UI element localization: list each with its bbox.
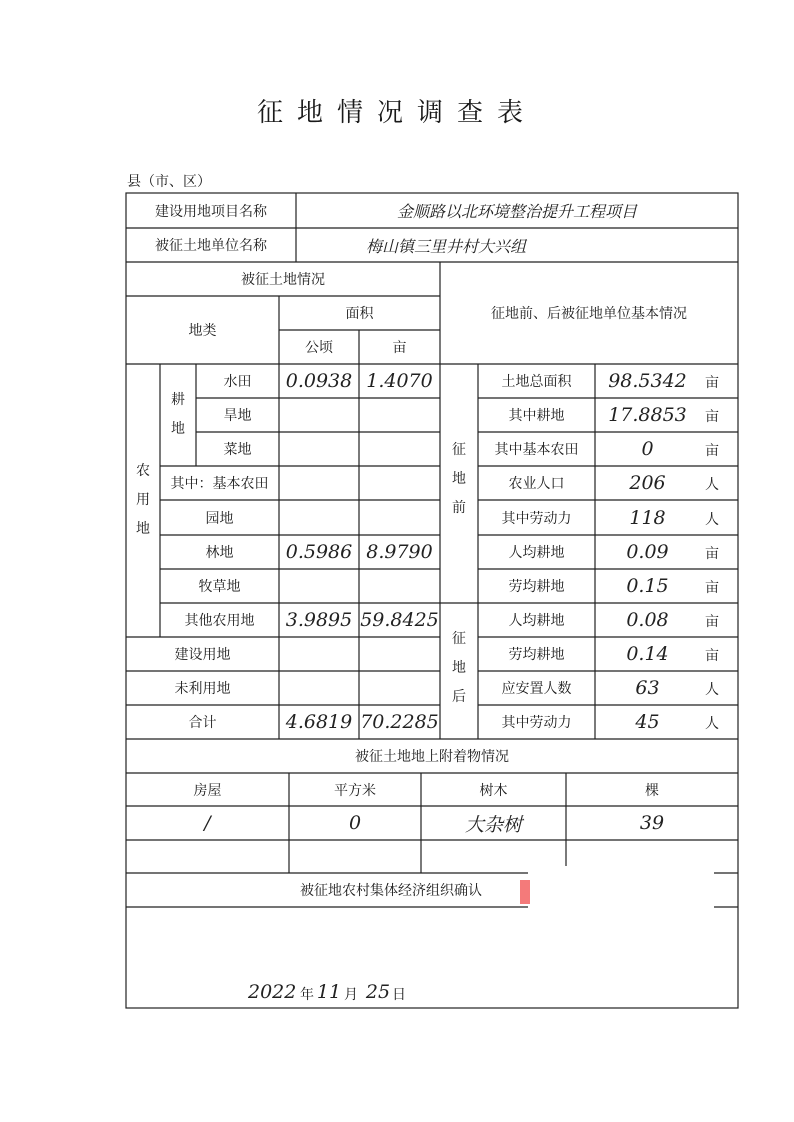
unit-basic-farmland: 亩: [705, 443, 719, 459]
label-total-area: 土地总面积: [501, 374, 572, 390]
label-basic-farmland: 其中基本农田: [494, 442, 579, 458]
col-tree: 树木: [479, 782, 508, 799]
expropriated-land-heading: 被征土地情况: [241, 272, 325, 288]
total-hectare: 4.6819: [285, 711, 353, 733]
col-house: 房屋: [193, 782, 222, 799]
date-day: 25: [365, 981, 391, 1003]
row-label-unused: 未利用地: [174, 681, 231, 697]
row-label-basic-farmland: 其中：基本农田: [170, 476, 269, 492]
value-total-area: 98.5342: [608, 370, 687, 392]
area-header: 面积: [345, 306, 374, 322]
sqm-value: 0: [348, 812, 362, 834]
row-label-paddy: 水田: [223, 374, 252, 390]
col-count: 棵: [645, 782, 659, 799]
confirmation-heading: 被征地农村集体经济组织确认: [300, 883, 482, 899]
unit-cultivated: 亩: [705, 409, 719, 425]
label-resettle: 应安置人数: [501, 681, 572, 697]
label-per-capita-after: 人均耕地: [508, 613, 565, 629]
label-labor-before: 其中劳动力: [501, 510, 572, 527]
other-agri-hectare: 3.9895: [285, 609, 353, 631]
forest-hectare: 0.5986: [285, 541, 353, 563]
land-type-header: 地类: [188, 323, 217, 339]
house-value: /: [204, 812, 211, 834]
agricultural-land-label: 农 用 地: [136, 463, 150, 537]
row-label-forest: 林地: [205, 545, 234, 561]
before-expropriation-label: 征 地 前: [452, 442, 466, 516]
value-per-capita-after: 0.08: [626, 609, 669, 631]
row-label-pasture: 牧草地: [198, 579, 241, 595]
county-label: 县（市、区）: [127, 174, 211, 190]
value-basic-farmland: 0: [641, 438, 654, 460]
label-per-capita-before: 人均耕地: [508, 545, 565, 561]
red-stamp-fragment: [520, 880, 530, 904]
redacted-area: [528, 866, 714, 1006]
project-name-label: 建设用地项目名称: [155, 203, 267, 220]
unit-per-capita-before: 亩: [705, 546, 719, 562]
row-label-veg: 菜地: [223, 442, 252, 458]
label-agri-pop: 农业人口: [508, 476, 565, 492]
date-year: 2022: [248, 981, 297, 1003]
page-title: 征地情况调查表: [256, 98, 537, 128]
value-labor-before: 118: [629, 506, 666, 529]
row-label-total: 合计: [188, 715, 217, 731]
label-cultivated: 其中耕地: [508, 408, 565, 424]
label-per-labor-before: 劳均耕地: [508, 579, 565, 595]
year-char: 年: [300, 987, 314, 1003]
forest-mu: 8.9790: [366, 541, 433, 563]
basic-situation-heading: 征地前、后被征地单位基本情况: [491, 306, 687, 322]
unit-agri-pop: 人: [705, 477, 719, 493]
paddy-mu: 1.4070: [366, 370, 433, 392]
value-cultivated: 17.8853: [608, 404, 687, 426]
hectare-header: 公顷: [305, 340, 333, 356]
unit-total-area: 亩: [705, 375, 719, 391]
unit-labor-before: 人: [705, 512, 719, 528]
value-agri-pop: 206: [629, 472, 666, 494]
value-resettle: 63: [635, 677, 660, 699]
date-month: 11: [316, 981, 342, 1003]
label-labor-after: 其中劳动力: [501, 715, 572, 731]
value-per-labor-after: 0.14: [626, 643, 669, 665]
unit-per-labor-after: 亩: [705, 648, 719, 664]
month-char: 月: [344, 987, 358, 1003]
value-per-labor-before: 0.15: [626, 575, 669, 597]
unit-labor-after: 人: [705, 716, 719, 732]
other-agri-mu: 59.8425: [360, 609, 439, 631]
row-label-construction: 建设用地: [174, 647, 231, 663]
row-label-garden: 园地: [205, 510, 234, 527]
after-expropriation-label: 征 地 后: [452, 631, 466, 705]
paddy-hectare: 0.0938: [285, 370, 353, 392]
value-per-capita-before: 0.09: [626, 541, 669, 563]
day-char: 日: [392, 987, 406, 1003]
col-sqm: 平方米: [334, 782, 376, 799]
unit-per-capita-after: 亩: [705, 614, 719, 630]
row-label-other-agri: 其他农用地: [184, 613, 255, 629]
attachments-heading: 被征土地地上附着物情况: [355, 749, 509, 765]
project-name-value: 金顺路以北环境整治提升工程项目: [396, 202, 637, 221]
unit-name-label: 被征土地单位名称: [155, 238, 267, 254]
row-label-dry: 旱地: [223, 408, 252, 424]
value-labor-after: 45: [635, 711, 660, 733]
mu-header: 亩: [392, 340, 407, 356]
label-per-labor-after: 劳均耕地: [508, 647, 565, 663]
total-mu: 70.2285: [360, 711, 439, 733]
count-value: 39: [639, 812, 665, 834]
tree-value: 大杂树: [464, 813, 522, 836]
cultivated-land-label: 耕 地: [171, 392, 185, 437]
unit-resettle: 人: [705, 682, 719, 698]
unit-name-value: 梅山镇三里井村大兴组: [365, 236, 526, 256]
unit-per-labor-before: 亩: [705, 580, 719, 596]
